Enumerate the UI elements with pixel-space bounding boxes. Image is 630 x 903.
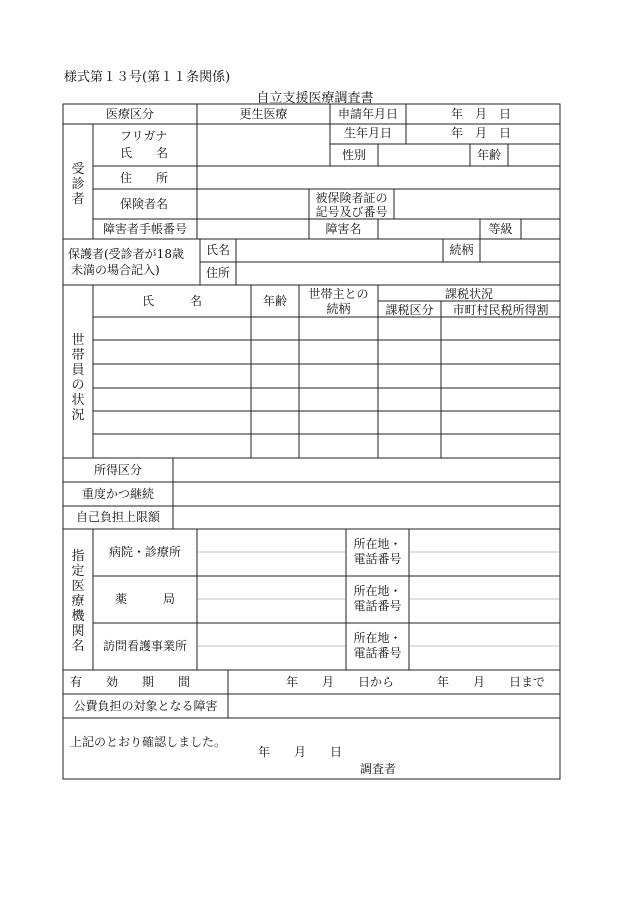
guardian-name-label: 氏名 (205, 243, 230, 257)
insurer-name-label: 保険者名 (120, 197, 169, 211)
nursing-location-label-2: 電話番号 (353, 646, 402, 660)
age-label: 年齢 (476, 148, 501, 162)
household-age-header: 年齢 (262, 294, 287, 308)
disability-handbook-label: 障害者手帳番号 (102, 222, 187, 236)
nursing-label: 訪問看護事業所 (102, 639, 187, 653)
confirmation-date: 年 月 日 (258, 745, 343, 759)
validity-period-label: 有 効 期 間 (70, 675, 191, 689)
patient-name-label: 氏 名 (120, 146, 169, 160)
pharmacy-location-label-1: 所在地・ (353, 584, 402, 598)
household-group-label: 世 帯 員 の 状 況 (71, 333, 85, 423)
hospital-location-label-2: 電話番号 (353, 552, 402, 566)
application-date-value: 年 月 日 (451, 107, 512, 121)
household-relation-header-1: 世帯主との (308, 287, 369, 301)
institution-group-label: 指 定 医 療 機 関 名 (71, 549, 85, 654)
confirmation-text: 上記のとおり確認しました。 (70, 735, 227, 749)
birth-date-label: 生年月日 (343, 126, 392, 140)
guardian-label-2: 未満の場合記入) (71, 263, 160, 277)
birth-date-value: 年 月 日 (451, 126, 512, 140)
disability-grade-label: 等級 (488, 222, 513, 236)
pharmacy-location-label-2: 電話番号 (353, 599, 402, 613)
guardian-address-label: 住所 (205, 266, 230, 280)
household-relation-header-2: 続柄 (326, 302, 351, 316)
tax-status-header: 課税状況 (444, 287, 493, 301)
household-name-header: 氏 名 (141, 294, 202, 308)
municipal-tax-header: 市町村民税所得割 (452, 303, 549, 317)
furigana-label: フリガナ (120, 129, 168, 143)
medical-category-value: 更生医療 (239, 107, 288, 121)
investigator-label: 調査者 (360, 762, 397, 776)
copay-limit-label: 自己負担上限額 (75, 510, 160, 524)
hospital-location-label-1: 所在地・ (353, 537, 402, 551)
insurance-card-label-1: 被保険者証の (315, 191, 388, 205)
hospital-label: 病院・診療所 (108, 545, 181, 559)
validity-to: 年 月 日まで (437, 675, 546, 689)
public-expense-target-label: 公費負担の対象となる障害 (73, 699, 218, 713)
insurance-card-label-2: 記号及び番号 (315, 205, 388, 219)
document-title: 自立支援医療調査書 (256, 91, 374, 106)
sex-label: 性別 (341, 148, 366, 162)
guardian-label-1: 保護者(受診者が18歳 (68, 247, 184, 261)
patient-address-label: 住 所 (120, 171, 169, 185)
income-class-label: 所得区分 (93, 463, 142, 477)
form-number: 様式第１３号(第１１条関係) (64, 70, 231, 85)
validity-from: 年 月 日から (286, 675, 395, 689)
patient-group-label: 受 診 者 (71, 162, 85, 207)
disability-name-label: 障害名 (325, 222, 362, 236)
application-date-label: 申請年月日 (337, 107, 398, 121)
pharmacy-label: 薬 局 (114, 592, 175, 606)
guardian-relation-label: 続柄 (449, 243, 474, 257)
medical-category-label: 医療区分 (105, 107, 154, 121)
nursing-location-label-1: 所在地・ (353, 631, 402, 645)
severe-continuous-label: 重度かつ継続 (81, 487, 154, 501)
tax-class-header: 課税区分 (385, 303, 434, 317)
